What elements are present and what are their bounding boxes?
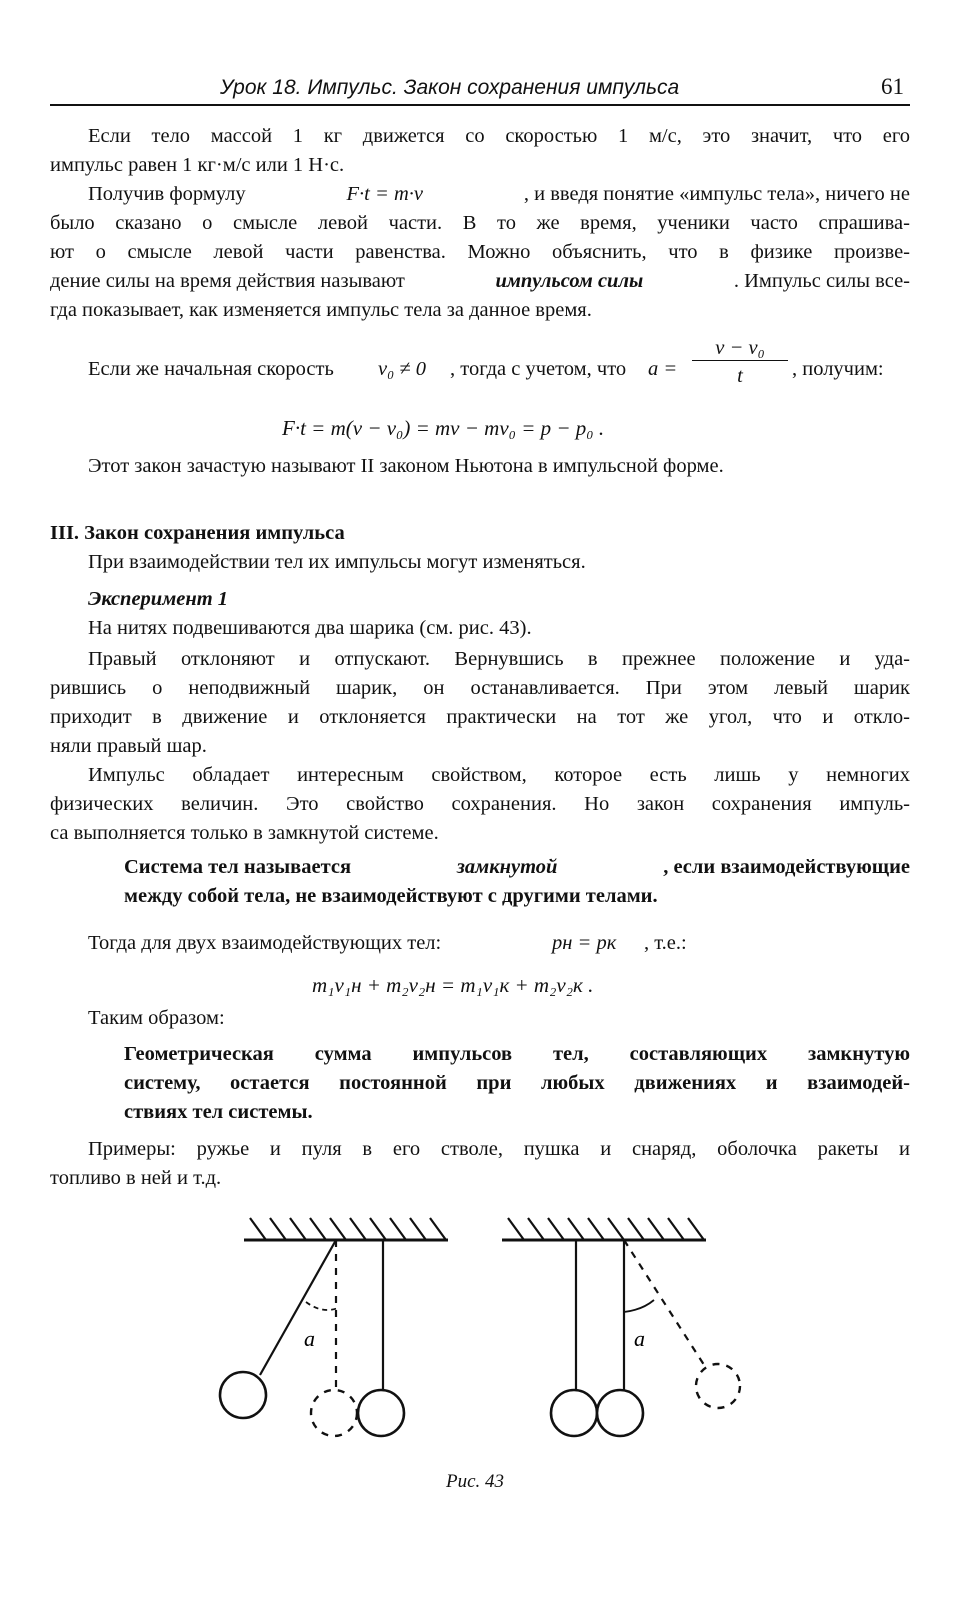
- paragraph-11-line-1: Примеры: ружье и пуля в его стволе, пушка и снаряд, оболочка ракеты и: [88, 1138, 910, 1160]
- left-pendulum-string: [258, 1240, 336, 1560]
- right-ceiling-support: [502, 1218, 706, 1240]
- right-angle-label: a: [634, 1326, 645, 1351]
- page-number: 61: [881, 74, 904, 99]
- section-heading: III. Закон сохранения импульса: [50, 522, 345, 544]
- law-line-1: Геометрическая сумма импульсов тел, составляющих замкнутую: [124, 1043, 910, 1065]
- figure-43-pendulums: [200, 1210, 780, 1560]
- paragraph-2-line-2: было сказано о смысле левой части. В то же время, ученики часто спрашива-: [50, 212, 910, 234]
- p2-l4-text-a: дение силы на время действия называют: [50, 270, 405, 292]
- running-title: Урок 18. Импульс. Закон сохранения импульса: [220, 76, 680, 99]
- paragraph-7-line-2: рившись о неподвижный шарик, он останавливается. При этом левый шарик: [50, 677, 910, 699]
- p9-formula: pн = pк: [552, 932, 617, 954]
- def-text-a: Система тел называется: [124, 856, 352, 878]
- p2-l4-text-c: . Импульс силы все-: [733, 270, 910, 292]
- left-string-deflected: [258, 1240, 336, 1560]
- left-pendulum-swung-string: [256, 1240, 336, 1560]
- paragraph-5: При взаимодействии тел их импульсы могут изменяться.: [88, 551, 586, 573]
- def-text-c: , если взаимодействующие: [663, 856, 910, 878]
- law-line-2: систему, остается постоянной при любых движениях и взаимодей-: [124, 1072, 910, 1094]
- left-angle-label: a: [304, 1326, 315, 1351]
- paragraph-1-line-2: импульс равен 1 кг·м/с или 1 Н·с.: [50, 154, 345, 176]
- paragraph-8-line-1: Импульс обладает интересным свойством, которое есть лишь у немногих: [88, 764, 910, 786]
- left-string: [258, 1240, 336, 1560]
- paragraph-8-line-2: физических величин. Это свойство сохранения. Но закон сохранения импуль-: [50, 793, 910, 815]
- paragraph-7-line-4: няли правый шар.: [50, 735, 207, 757]
- figure-caption: Рис. 43: [446, 1471, 505, 1492]
- paragraph-4: Этот закон зачастую называют II законом Ньютона в импульсной форме.: [88, 455, 724, 477]
- paragraph-2-line-5: гда показывает, как изменяется импульс тела за данное время.: [50, 299, 592, 321]
- term-closed: замкнутой: [456, 856, 558, 878]
- definition-line-1: [124, 853, 910, 882]
- p3-v0: v₀ ≠ 0: [378, 358, 426, 380]
- left-resting-ball: [358, 1390, 404, 1436]
- right-left-ball: [551, 1390, 597, 1436]
- p3-text-c: , получим:: [792, 358, 884, 380]
- paragraph-1-line-1: Если тело массой 1 кг движется со скоростью 1 м/с, это значит, что его: [88, 125, 910, 147]
- left-ball-string: [260, 1240, 336, 1560]
- law-line-3: ствиях тел системы.: [124, 1101, 313, 1123]
- p2-formula: F·t = m·v: [346, 183, 423, 205]
- p3-text-b: , тогда с учетом, что: [450, 358, 627, 380]
- left-deflected-ball: [220, 1372, 266, 1418]
- paragraph-2-line-4: [50, 267, 910, 296]
- p2-text-a: Получив формулу: [88, 183, 246, 205]
- left-deflected-ball-string: [260, 1240, 336, 1375]
- left-swung-string: [262, 1240, 336, 1560]
- fraction-numerator: v − v₀: [692, 336, 788, 361]
- left-deflected-thread-visible: [260, 1240, 336, 1560]
- term-impulse-of-force: импульсом силы: [495, 270, 644, 292]
- experiment-label: Эксперимент 1: [88, 588, 229, 610]
- paragraph-7-line-1: Правый отклоняют и отпускают. Вернувшись в прежнее положение и уда-: [88, 648, 910, 670]
- paragraph-7-line-3: приходит в движение и отклоняется практически на тот же угол, что и откло-: [50, 706, 910, 728]
- formula-conservation: m₁v₁н + m₂v₂н = m₁v₁к + m₂v₂к .: [312, 973, 594, 997]
- definition-line-2: между собой тела, не взаимодействуют с другими телами.: [124, 885, 658, 907]
- paragraph-11-line-2: топливо в ней и т.д.: [50, 1167, 222, 1189]
- formula-second-law-impulse: F·t = m(v − v₀) = mv − mv₀ = p − p₀ .: [282, 416, 605, 440]
- paragraph-8-line-3: са выполняется только в замкнутой системе.: [50, 822, 439, 844]
- p9-text-a: Тогда для двух взаимодействующих тел:: [88, 932, 442, 954]
- string-left-deflected: [263, 1240, 336, 1560]
- page-header: [50, 74, 910, 106]
- p3-text-a: Если же начальная скорость: [88, 358, 334, 380]
- paragraph-2-line-1: [88, 180, 910, 209]
- paragraph-6: На нитях подвешиваются два шарика (см. рис. 43).: [88, 617, 532, 639]
- paragraph-2-line-3: ют о смысле левой части равенства. Можно объяснить, что в физике произве-: [50, 241, 910, 263]
- left-ghost-ball: [311, 1390, 357, 1436]
- p9-text-b: , т.е.:: [644, 932, 687, 954]
- swung-string: [260, 1240, 336, 1560]
- p3-a-eq: a =: [648, 358, 678, 380]
- fraction-denominator: t: [737, 365, 743, 387]
- left-deflected-string: [260, 1240, 336, 1560]
- right-right-ball: [597, 1390, 643, 1436]
- left-angle-arc: [306, 1302, 338, 1310]
- paragraph-10: Таким образом:: [88, 1007, 225, 1029]
- left-string-visible: [258, 1240, 336, 1560]
- p2-text-b: , и введя понятие «импульс тела», ничего не: [523, 183, 910, 205]
- right-angle-arc: [624, 1300, 654, 1312]
- left-ceiling-support: [244, 1218, 448, 1240]
- right-ghost-ball: [696, 1364, 740, 1408]
